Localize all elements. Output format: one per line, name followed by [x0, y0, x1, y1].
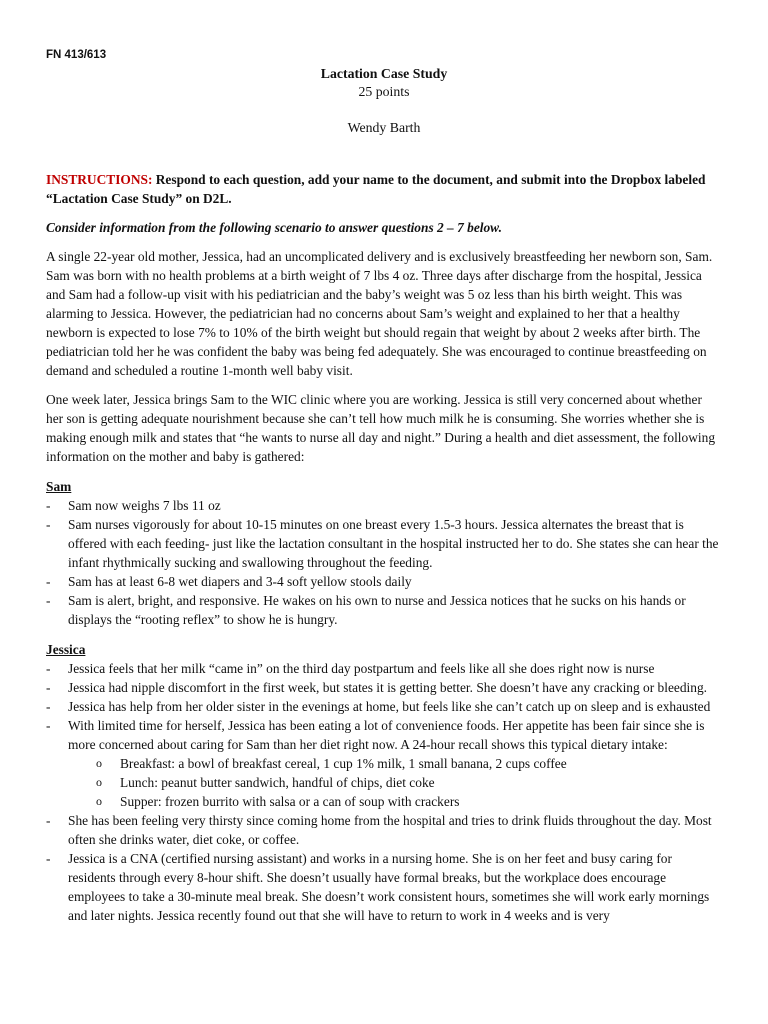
list-item-with-sublist — [46, 716, 722, 811]
author-name: Wendy Barth — [347, 120, 421, 135]
list-item: - Sam has at least 6-8 wet diapers and 3-4 soft yellow stools daily — [46, 572, 722, 591]
meal-item: o Lunch: peanut butter sandwich, handful of chips, diet coke — [96, 773, 722, 792]
meal-list — [68, 754, 722, 811]
jessica-list — [46, 659, 722, 925]
instructions-label: INSTRUCTIONS: — [46, 172, 153, 187]
sam-list — [46, 496, 722, 629]
meal-item: o Breakfast: a bowl of breakfast cereal, 1 cup 1% milk, 1 small banana, 2 cups coffee — [96, 754, 722, 773]
list-item: - Jessica is a CNA (certified nursing assistant) and works in a nursing home. She is on her feet and busy caring for residents through every 8-hour shift. She doesn’t usually have formal breaks, but the workplace does encourage employees to take a 30-minute meal break. She doesn’t work consistent hours, sometimes she will work early mornings and later nights. Jessica recently found out that she will have to return to work in 4 weeks and is very — [46, 849, 722, 925]
list-item: - Jessica has help from her older sister in the evenings at home, but feels like she can’t catch up on sleep and is exhausted — [46, 697, 722, 716]
section-heading-sam: Sam — [46, 479, 72, 494]
document-title: Lactation Case Study — [320, 66, 448, 81]
points-value: 25 points — [358, 84, 410, 99]
list-item: - Jessica had nipple discomfort in the first week, but states it is getting better. She doesn’t have any cracking or bleeding. — [46, 678, 722, 697]
list-item: - Sam nurses vigorously for about 10-15 minutes on one breast every 1.5-3 hours. Jessica alternates the breast that is offered with each feeding- just like the lactation consultant in the hospital instructed her to do. She states she can hear the infant rhythmically sucking and swallowing throughout the feeding. — [46, 515, 722, 572]
list-item: - Sam now weighs 7 lbs 11 oz — [46, 496, 722, 515]
meal-item: o Supper: frozen burrito with salsa or a can of soup with crackers — [96, 792, 722, 811]
list-item: - Jessica feels that her milk “came in” on the third day postpartum and feels like all she does right now is nurse — [46, 659, 722, 678]
scenario-paragraph: One week later, Jessica brings Sam to the WIC clinic where you are working. Jessica is still very concerned about whether her son is getting adequate nourishment because she can’t tell how much milk he is consuming. She worries whether she is making enough milk and states that “he wants to nurse all day and night.” During a health and diet assessment, the following information on the mother and baby is gathered: — [46, 392, 716, 464]
list-item: - Sam is alert, bright, and responsive. He wakes on his own to nurse and Jessica notices that he sucks on his hands or displays the “rooting reflex” to show he is hungry. — [46, 591, 722, 629]
scenario-paragraph: A single 22-year old mother, Jessica, had an uncomplicated delivery and is exclusively breastfeeding her newborn son, Sam. Sam was born with no health problems at a birth weight of 7 lbs 4 oz. Three days after discharge from the hospital, Jessica and Sam had a follow-up visit with his pediatrician and the baby’s weight was 5 oz less than his birth weight. This was alarming to Jessica. However, the pediatrician had no concerns about Sam’s weight and explained to her that a healthy newborn is expected to lose 7% to 10% of the birth weight but should regain that weight by about 2 weeks after birth. The pediatrician told her he was confident the baby was being fed adequately. She was encouraged to continue breastfeeding on demand and scheduled a routine 1-month well baby visit. — [46, 249, 713, 378]
course-code: FN 413/613 — [46, 49, 107, 61]
section-heading-jessica: Jessica — [46, 642, 86, 657]
document-body — [46, 170, 722, 925]
scenario-prompt: Consider information from the following scenario to answer questions 2 – 7 below. — [46, 220, 502, 235]
instructions — [46, 170, 722, 208]
list-item: - She has been feeling very thirsty since coming home from the hospital and tries to drink fluids throughout the day. Most often she drinks water, diet coke, or coffee. — [46, 811, 722, 849]
list-item-text: With limited time for herself, Jessica has been eating a lot of convenience foods. Her appetite has been fair since she is more concerned about caring for Sam than her diet right now. A 24-hour recall shows this typical dietary intake: — [68, 718, 705, 752]
instructions-text: Respond to each question, add your name to the document, and submit into the Dropbox labeled “Lactation Case Study” on D2L. — [46, 172, 706, 206]
